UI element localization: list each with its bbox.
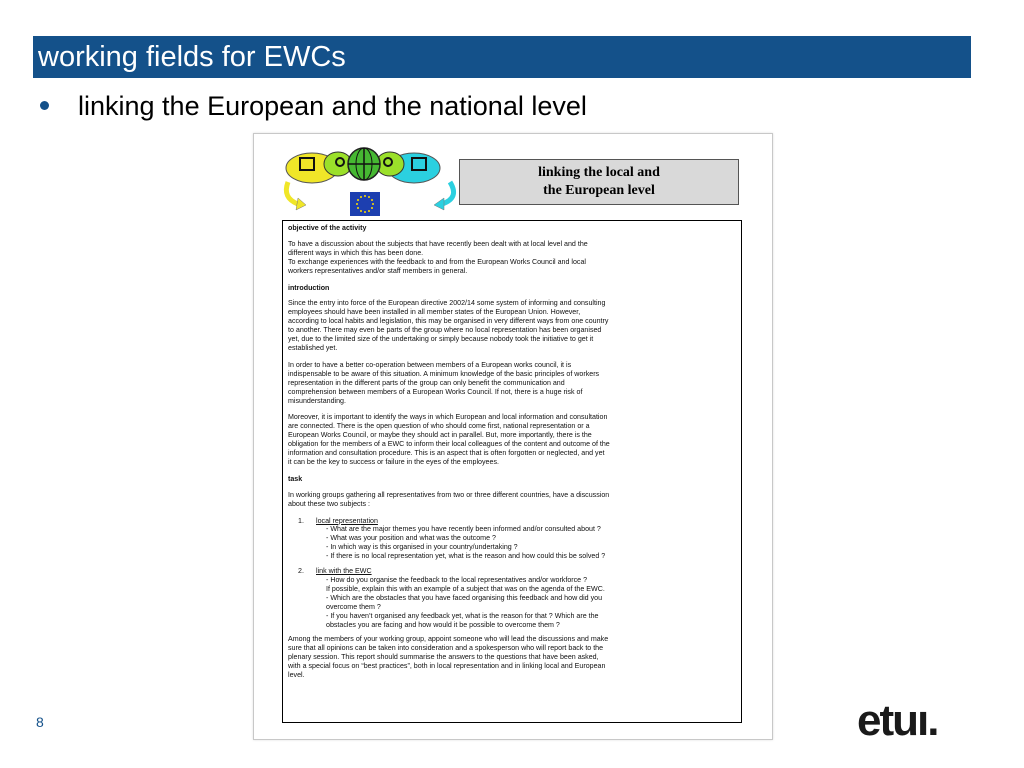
objective-paragraph: To have a discussion about the subjects that have recently been dealt with at local level and the different ways in which this has been done. To exchange experiences with the feedback to and from the European Works Council and local workers representatives and/or staff members in general.	[288, 239, 588, 275]
task-item-1: 1. local representation - What are the major themes you have recently been informed and/or consulted about ? - What was your position and what was the outcome ? - In which way is this organised in your country/undertaking ? - If there is no local representation yet, what is the reason and how could this be solved ?	[298, 516, 606, 561]
people-globe-illustration-icon	[278, 142, 464, 220]
document-header-line-2: the European level	[543, 183, 655, 198]
document-body	[282, 220, 742, 723]
task-item-2: 2. link with the EWC - How do you organise the feedback to the local representatives and/or workforce ? If possible, explain this with an example of a subject that was on the agenda of the EWC. - Which are the obstacles that you have faced organising this feedback and how did you overcome them ? - If you haven’t organised any feedback yet, what is the reason for that ? Which are the obstacles you are facing and how would it be possible to overcome them ?	[298, 567, 605, 629]
document-header	[459, 159, 739, 205]
task-heading: task	[288, 474, 303, 483]
task-paragraph: In working groups gathering all representatives from two or three different countries, have a discussion about these two subjects :	[288, 490, 610, 508]
bullet-text: linking the European and the national level	[78, 91, 587, 121]
closing-paragraph: Among the members of your working group, appoint someone who will lead the discussions and make sure that all opinions can be taken into consideration and a spokesperson who will report back to the plenary session. This report should summarise the answers to the questions that have been asked, with a special focus on “best practices”, both in local representation and in linking local and European level.	[288, 635, 609, 680]
slide-number: 8	[36, 714, 44, 730]
embedded-document	[253, 133, 773, 740]
etui-logo: etuı.	[857, 696, 938, 745]
document-header-line-1: linking the local and	[538, 165, 660, 180]
slide-title: working fields for EWCs	[38, 41, 346, 73]
bullet-dot-icon	[40, 101, 49, 110]
introduction-paragraph-1: Since the entry into force of the European directive 2002/14 some system of informing and consulting employees should have been installed in all member states of the European Union. However, according to local habits and legislation, this may be organised in very different ways from one country to another. There may even be parts of the group where no local representation has been organised yet, due to the limited size of the undertaking or simply because nobody took the initiative to get it established yet.	[288, 299, 609, 352]
introduction-paragraph-3: Moreover, it is important to identify the ways in which European and local information and consultation are connected. There is the open question of who should come first, national representation or a European Works Council, or maybe they should act in parallel. But, more importantly, there is the obligation for the members of a EWC to inform their local colleagues of the content and outcome of the information and consultation procedure. This is an aspect that is often forgotten or neglected, and yet it can be the key to success or failure in the eyes of the employees.	[288, 413, 610, 466]
introduction-paragraph-2: In order to have a better co-operation between members of a European works council, it is indispensable to be aware of this situation. A minimum knowledge of the basic principles of workers representation in the different parts of the group can only benefit the communication and comprehension between members of a European Works Council. If not, there is a huge risk of misunderstanding.	[288, 360, 600, 405]
slide-title-bar	[33, 36, 971, 78]
objective-heading: objective of the activity	[288, 224, 367, 232]
introduction-heading: introduction	[288, 283, 330, 292]
